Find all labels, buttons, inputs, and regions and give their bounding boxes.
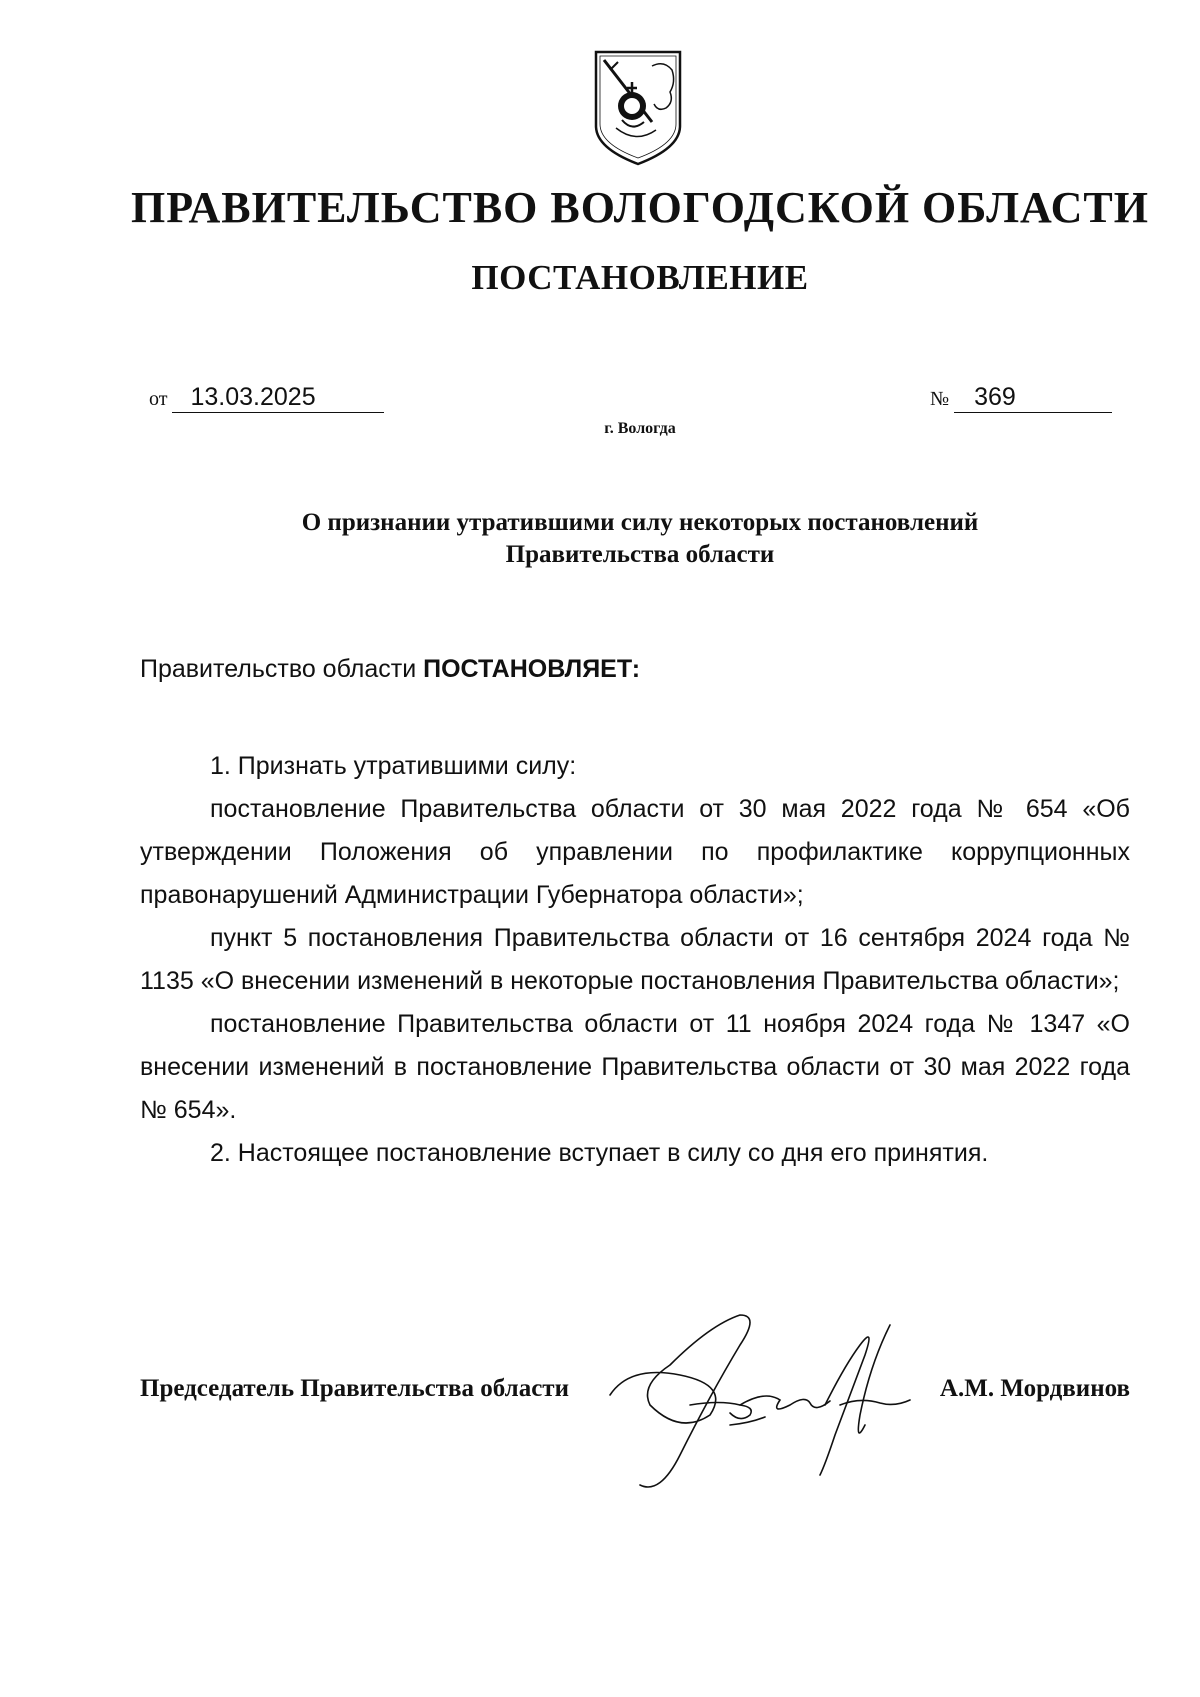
coat-of-arms-icon xyxy=(592,48,684,168)
document-date: 13.03.2025 xyxy=(172,382,384,413)
number-field xyxy=(930,382,1112,413)
paragraph-2: постановление Правительства области от 30 мая 2022 года № 654 «Об утверждении Положения об управлении по профилактике коррупционных правонарушений Администрации Губернатора области»; xyxy=(140,795,1130,909)
preamble xyxy=(140,648,1130,691)
document-body xyxy=(140,745,1130,1175)
paragraph-4: постановление Правительства области от 11 ноября 2024 года № 1347 «О внесении изменений в постановление Правительства области от 30 мая 2022 года № 654». xyxy=(140,1010,1130,1124)
document-type: ПОСТАНОВЛЕНИЕ xyxy=(471,258,809,297)
government-title: ПРАВИТЕЛЬСТВО ВОЛОГОДСКОЙ ОБЛАСТИ xyxy=(131,183,1149,232)
number-prefix: № xyxy=(930,388,950,410)
handwritten-signature xyxy=(590,1305,940,1505)
document-number: 369 xyxy=(954,382,1112,413)
signatory-name: А.М. Мордвинов xyxy=(939,1375,1130,1402)
preamble-decree: ПОСТАНОВЛЯЕТ: xyxy=(423,655,641,683)
paragraph-3: пункт 5 постановления Правительства области от 16 сентября 2024 года № 1135 «О внесении изменений в некоторые постановления Правительства области»; xyxy=(140,924,1130,995)
city: г. Вологда xyxy=(604,420,676,437)
document-subject xyxy=(60,507,1200,571)
preamble-text: Правительство области xyxy=(140,655,424,683)
date-prefix: от xyxy=(149,388,168,410)
subject-line-1: О признании утратившими силу некоторых постановлений xyxy=(301,509,979,536)
date-field xyxy=(149,382,384,413)
paragraph-5: 2. Настоящее постановление вступает в силу со дня его принятия. xyxy=(210,1139,989,1167)
subject-line-2: Правительства области xyxy=(505,541,775,568)
paragraph-1: 1. Признать утратившими силу: xyxy=(210,752,577,780)
signatory-title: Председатель Правительства области xyxy=(140,1375,569,1402)
